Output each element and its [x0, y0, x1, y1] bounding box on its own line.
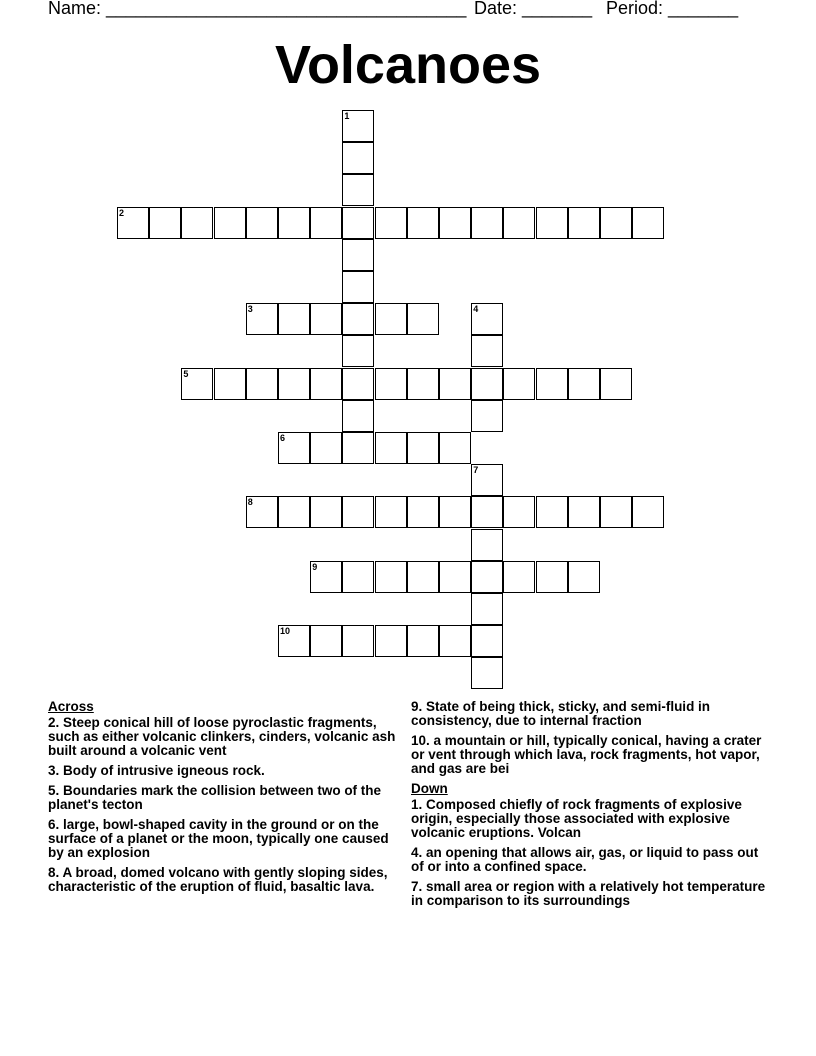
clue-number: 2: [119, 207, 125, 218]
crossword-cell[interactable]: [214, 368, 246, 400]
crossword-cell[interactable]: [310, 207, 342, 239]
crossword-cell[interactable]: [600, 368, 632, 400]
name-field-label[interactable]: Name: ____________________________________: [48, 0, 467, 18]
page-title: Volcanoes: [274, 35, 542, 95]
crossword-cell[interactable]: [149, 207, 181, 239]
crossword-cell[interactable]: [375, 432, 407, 464]
crossword-cell[interactable]: [471, 625, 503, 657]
crossword-cell[interactable]: [342, 368, 374, 400]
crossword-cell[interactable]: [375, 303, 407, 335]
crossword-cell[interactable]: [407, 303, 439, 335]
crossword-cell[interactable]: [407, 207, 439, 239]
crossword-cell[interactable]: [503, 561, 535, 593]
crossword-cell[interactable]: [342, 174, 374, 206]
crossword-cell[interactable]: [342, 142, 374, 174]
across-heading: Across: [48, 699, 94, 714]
crossword-cell[interactable]: [407, 561, 439, 593]
crossword-cell[interactable]: [600, 496, 632, 528]
crossword-cell[interactable]: [310, 561, 342, 593]
period-field-label[interactable]: Period: _______: [606, 0, 739, 18]
crossword-cell[interactable]: [568, 368, 600, 400]
across-clue-list: [48, 716, 408, 894]
crossword-cell[interactable]: [310, 625, 342, 657]
crossword-cell[interactable]: [214, 207, 246, 239]
crossword-cell[interactable]: [439, 625, 471, 657]
crossword-cell[interactable]: [278, 303, 310, 335]
crossword-cell[interactable]: [471, 368, 503, 400]
down-clue-list: [411, 798, 771, 908]
clue-number: 8: [247, 497, 253, 508]
crossword-cell[interactable]: [342, 400, 374, 432]
crossword-cell[interactable]: [278, 368, 310, 400]
crossword-cell[interactable]: [117, 207, 149, 239]
crossword-cell[interactable]: [471, 657, 503, 689]
crossword-cell[interactable]: [375, 207, 407, 239]
down-heading: Down: [411, 781, 448, 796]
date-field-label[interactable]: Date: _______: [474, 0, 593, 18]
crossword-cell[interactable]: [439, 207, 471, 239]
clue-number: 1: [344, 111, 350, 121]
crossword-cell[interactable]: [342, 303, 374, 335]
clue-item: 5. Boundaries mark the collision between two of the planet's tecton: [48, 783, 382, 812]
crossword-cell[interactable]: [503, 496, 535, 528]
clue-item: 9. State of being thick, sticky, and semi-fluid in consistency, due to internal fraction: [411, 699, 711, 728]
clue-number: 3: [247, 304, 253, 315]
crossword-cell[interactable]: [246, 207, 278, 239]
crossword-cell[interactable]: [407, 496, 439, 528]
crossword-cell[interactable]: [503, 368, 535, 400]
crossword-cell[interactable]: [375, 496, 407, 528]
crossword-cell[interactable]: [568, 207, 600, 239]
crossword-cell[interactable]: [632, 207, 664, 239]
crossword-cell[interactable]: [246, 303, 278, 335]
crossword-cell[interactable]: [439, 496, 471, 528]
crossword-cell[interactable]: [536, 561, 568, 593]
crossword-cell[interactable]: [310, 368, 342, 400]
crossword-cell[interactable]: [471, 303, 503, 335]
crossword-cell[interactable]: [342, 432, 374, 464]
crossword-cell[interactable]: [278, 432, 310, 464]
crossword-cell[interactable]: [310, 432, 342, 464]
clues-right-column: [411, 700, 771, 914]
clue-item: 6. large, bowl-shaped cavity in the ground or on the surface of a planet or the moon, typically one caused by an explosion: [48, 817, 389, 860]
clue-item: 4. an opening that allows air, gas, or liquid to pass out of or into a confined space.: [411, 845, 759, 874]
across-clue-list-continued: [411, 700, 771, 776]
crossword-cell[interactable]: [181, 368, 213, 400]
crossword-cell[interactable]: [342, 207, 374, 239]
crossword-cell[interactable]: [278, 625, 310, 657]
crossword-cell[interactable]: [246, 496, 278, 528]
crossword-cell[interactable]: [471, 335, 503, 367]
clue-number: 9: [312, 561, 318, 572]
crossword-cell[interactable]: [342, 335, 374, 367]
crossword-cell[interactable]: [632, 496, 664, 528]
clues-left-column: [48, 700, 408, 900]
crossword-cell[interactable]: [600, 207, 632, 239]
crossword-cell[interactable]: [278, 496, 310, 528]
crossword-cell[interactable]: [439, 432, 471, 464]
clue-item: 3. Body of intrusive igneous rock.: [48, 763, 265, 778]
crossword-cell[interactable]: [310, 303, 342, 335]
crossword-cell[interactable]: [407, 432, 439, 464]
clue-item: 2. Steep conical hill of loose pyroclastic fragments, such as either volcanic clinkers, cinders, volcanic ash built around a volcanic vent: [48, 715, 396, 758]
crossword-cell[interactable]: [342, 271, 374, 303]
crossword-cell[interactable]: [536, 368, 568, 400]
clue-item: 1. Composed chiefly of rock fragments of explosive origin, especially those associated with explosive volcanic eruptions. Volcan: [411, 797, 742, 840]
clue-item: 10. a mountain or hill, typically conical, having a crater or vent through which lava, rock fragments, hot vapor, and gas are bei: [411, 733, 762, 776]
crossword-cell[interactable]: [536, 207, 568, 239]
crossword-cell[interactable]: [568, 496, 600, 528]
clue-number: 10: [280, 626, 291, 637]
crossword-cell[interactable]: [342, 110, 374, 142]
crossword-cell[interactable]: [471, 207, 503, 239]
crossword-cell[interactable]: [342, 561, 374, 593]
crossword-cell[interactable]: [375, 368, 407, 400]
crossword-cell[interactable]: [310, 496, 342, 528]
crossword-cell[interactable]: [471, 496, 503, 528]
crossword-cell[interactable]: [342, 496, 374, 528]
crossword-cell[interactable]: [471, 400, 503, 432]
crossword-cell[interactable]: [407, 368, 439, 400]
clue-number: 4: [473, 304, 479, 315]
clue-number: 7: [473, 465, 479, 476]
clue-number: 5: [183, 368, 189, 379]
crossword-cell[interactable]: [503, 207, 535, 239]
crossword-cell[interactable]: [375, 625, 407, 657]
crossword-cell[interactable]: [278, 207, 310, 239]
crossword-cell[interactable]: [181, 207, 213, 239]
crossword-cell[interactable]: [471, 464, 503, 496]
crossword-cell[interactable]: [375, 561, 407, 593]
crossword-cell[interactable]: [407, 625, 439, 657]
crossword-cell[interactable]: [439, 561, 471, 593]
crossword-cell[interactable]: [246, 368, 278, 400]
crossword-cell[interactable]: [471, 529, 503, 561]
crossword-cell[interactable]: [471, 593, 503, 625]
crossword-cell[interactable]: [568, 561, 600, 593]
crossword-cell[interactable]: [471, 561, 503, 593]
clue-number: 6: [280, 433, 286, 443]
crossword-cell[interactable]: [536, 496, 568, 528]
crossword-cell[interactable]: [342, 239, 374, 271]
crossword-cell[interactable]: [439, 368, 471, 400]
clue-item: 8. A broad, domed volcano with gently sloping sides, characteristic of the eruption of fluid, basaltic lava.: [48, 865, 388, 894]
clue-item: 7. small area or region with a relatively hot temperature in comparison to its surroundings: [411, 879, 766, 908]
crossword-cell[interactable]: [342, 625, 374, 657]
